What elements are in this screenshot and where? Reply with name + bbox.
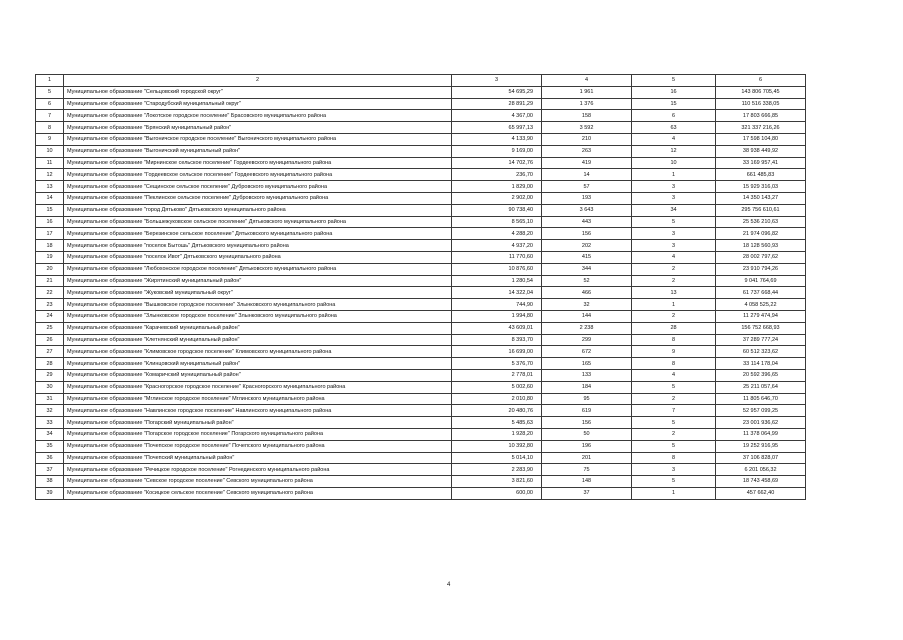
area-cell: 600,00 (452, 487, 542, 499)
table-row (36, 228, 806, 240)
table-row (36, 275, 806, 287)
table-body (36, 75, 806, 500)
amount-cell: 661 485,83 (716, 169, 806, 181)
amount-cell: 52 957 099,25 (716, 405, 806, 417)
residents-cell: 148 (542, 476, 632, 488)
table-row (36, 181, 806, 193)
area-cell: 65 997,13 (452, 122, 542, 134)
amount-cell: 33 169 957,41 (716, 157, 806, 169)
table-row (36, 110, 806, 122)
residents-cell: 419 (542, 157, 632, 169)
buildings-cell: 10 (632, 157, 716, 169)
residents-cell: 344 (542, 263, 632, 275)
amount-cell: 17 598 104,80 (716, 133, 806, 145)
residents-cell: 95 (542, 393, 632, 405)
amount-cell: 28 002 797,62 (716, 251, 806, 263)
buildings-cell: 5 (632, 381, 716, 393)
area-cell: 14 322,04 (452, 287, 542, 299)
buildings-cell: 2 (632, 428, 716, 440)
residents-cell: 619 (542, 405, 632, 417)
data-table (35, 74, 806, 500)
area-cell: 4 937,20 (452, 240, 542, 252)
amount-cell: 19 252 916,95 (716, 440, 806, 452)
table-row (36, 393, 806, 405)
table-row (36, 358, 806, 370)
table-row (36, 157, 806, 169)
municipality-name-cell: Муниципальное образование "Сельцовский городской округ" (64, 86, 452, 98)
municipality-name-cell: Муниципальное образование "Гордеевское сельское поселение" Гордеевского муниципального района (64, 169, 452, 181)
residents-cell: 133 (542, 369, 632, 381)
row-number-cell: 18 (36, 240, 64, 252)
area-cell: 16 699,00 (452, 346, 542, 358)
table-row (36, 417, 806, 429)
amount-cell: 18 128 560,93 (716, 240, 806, 252)
municipality-name-cell: Муниципальное образование "Почепское городское поселение" Почепского муниципального района (64, 440, 452, 452)
buildings-cell: 3 (632, 240, 716, 252)
residents-cell: 50 (542, 428, 632, 440)
residents-cell: 196 (542, 440, 632, 452)
row-number-cell: 19 (36, 251, 64, 263)
buildings-cell: 1 (632, 487, 716, 499)
row-number-cell: 26 (36, 334, 64, 346)
area-cell: 2 010,80 (452, 393, 542, 405)
area-cell: 5 002,60 (452, 381, 542, 393)
municipality-name-cell: Муниципальное образование "Навлинское городское поселение" Навлинского муниципального района (64, 405, 452, 417)
table-row (36, 428, 806, 440)
residents-cell: 165 (542, 358, 632, 370)
municipality-name-cell: Муниципальное образование "Комаричский муниципальный район" (64, 369, 452, 381)
table-row (36, 369, 806, 381)
area-cell: 10 876,60 (452, 263, 542, 275)
amount-cell: 11 279 474,94 (716, 310, 806, 322)
municipality-name-cell: Муниципальное образование "Стародубский муниципальный округ" (64, 98, 452, 110)
municipality-name-cell: Муниципальное образование "Речицкое городское поселение" Рогнединского муниципального района (64, 464, 452, 476)
amount-cell: 321 337 216,26 (716, 122, 806, 134)
area-cell: 4 133,90 (452, 133, 542, 145)
row-number-cell: 7 (36, 110, 64, 122)
amount-cell: 15 929 316,03 (716, 181, 806, 193)
table-row (36, 169, 806, 181)
row-number-cell: 5 (36, 86, 64, 98)
area-cell: 28 891,29 (452, 98, 542, 110)
row-number-cell: 11 (36, 157, 64, 169)
buildings-cell: 2 (632, 310, 716, 322)
area-cell: 2 778,01 (452, 369, 542, 381)
table-row (36, 322, 806, 334)
buildings-cell: 3 (632, 192, 716, 204)
municipality-name-cell: Муниципальное образование "поселок Бытошь" Дятьковского муниципального района (64, 240, 452, 252)
residents-cell: 3 592 (542, 122, 632, 134)
area-cell: 54 695,29 (452, 86, 542, 98)
table-row (36, 334, 806, 346)
municipality-name-cell: Муниципальное образование "Клетнянский муниципальный район" (64, 334, 452, 346)
table-row (36, 476, 806, 488)
buildings-cell: 2 (632, 275, 716, 287)
header-cell-1: 1 (36, 75, 64, 87)
table-row (36, 299, 806, 311)
row-number-cell: 29 (36, 369, 64, 381)
amount-cell: 11 805 646,70 (716, 393, 806, 405)
area-cell: 1 280,54 (452, 275, 542, 287)
buildings-cell: 5 (632, 417, 716, 429)
amount-cell: 37 289 777,24 (716, 334, 806, 346)
area-cell: 8 565,10 (452, 216, 542, 228)
amount-cell: 4 058 525,22 (716, 299, 806, 311)
amount-cell: 20 592 396,65 (716, 369, 806, 381)
buildings-cell: 1 (632, 169, 716, 181)
table-row (36, 263, 806, 275)
municipality-name-cell: Муниципальное образование "Почепский муниципальный район" (64, 452, 452, 464)
row-number-cell: 8 (36, 122, 64, 134)
municipality-name-cell: Муниципальное образование "Карачевский муниципальный район" (64, 322, 452, 334)
municipality-name-cell: Муниципальное образование "Жирятинский муниципальный район" (64, 275, 452, 287)
table-row (36, 287, 806, 299)
residents-cell: 299 (542, 334, 632, 346)
row-number-cell: 10 (36, 145, 64, 157)
residents-cell: 3 643 (542, 204, 632, 216)
area-cell: 10 392,80 (452, 440, 542, 452)
amount-cell: 33 114 178,04 (716, 358, 806, 370)
residents-cell: 75 (542, 464, 632, 476)
header-row (36, 75, 806, 87)
buildings-cell: 9 (632, 346, 716, 358)
header-cell-3: 3 (452, 75, 542, 87)
municipality-name-cell: Муниципальное образование "Любохонское городское поселение" Дятьковского муниципального района (64, 263, 452, 275)
area-cell: 20 480,76 (452, 405, 542, 417)
table-row (36, 405, 806, 417)
row-number-cell: 25 (36, 322, 64, 334)
row-number-cell: 30 (36, 381, 64, 393)
amount-cell: 14 350 143,27 (716, 192, 806, 204)
buildings-cell: 5 (632, 216, 716, 228)
municipality-name-cell: Муниципальное образование "Березинское сельское поселение" Дятьковского муниципального района (64, 228, 452, 240)
row-number-cell: 21 (36, 275, 64, 287)
row-number-cell: 6 (36, 98, 64, 110)
area-cell: 4 288,20 (452, 228, 542, 240)
municipality-name-cell: Муниципальное образование "город Дятьково" Дятьковского муниципального района (64, 204, 452, 216)
area-cell: 1 994,80 (452, 310, 542, 322)
amount-cell: 6 201 056,32 (716, 464, 806, 476)
row-number-cell: 37 (36, 464, 64, 476)
buildings-cell: 8 (632, 358, 716, 370)
header-cell-5: 5 (632, 75, 716, 87)
buildings-cell: 2 (632, 393, 716, 405)
residents-cell: 263 (542, 145, 632, 157)
buildings-cell: 13 (632, 287, 716, 299)
municipality-name-cell: Муниципальное образование "Мглинское городское поселение" Мглинского муниципального района (64, 393, 452, 405)
row-number-cell: 34 (36, 428, 64, 440)
amount-cell: 23 001 936,62 (716, 417, 806, 429)
area-cell: 2 283,90 (452, 464, 542, 476)
residents-cell: 52 (542, 275, 632, 287)
municipality-name-cell: Муниципальное образование "Климовское городское поселение" Климовского муниципального района (64, 346, 452, 358)
residents-cell: 32 (542, 299, 632, 311)
table-row (36, 381, 806, 393)
row-number-cell: 35 (36, 440, 64, 452)
header-cell-6: 6 (716, 75, 806, 87)
amount-cell: 143 806 705,45 (716, 86, 806, 98)
amount-cell: 156 752 668,93 (716, 322, 806, 334)
buildings-cell: 4 (632, 369, 716, 381)
municipality-name-cell: Муниципальное образование "Погарский муниципальный район" (64, 417, 452, 429)
residents-cell: 193 (542, 192, 632, 204)
municipality-name-cell: Муниципальное образование "Сещинское сельское поселение" Дубровского муниципального района (64, 181, 452, 193)
row-number-cell: 27 (36, 346, 64, 358)
row-number-cell: 38 (36, 476, 64, 488)
municipality-name-cell: Муниципальное образование "Большежуковское сельское поселение" Дятьковского муниципального района (64, 216, 452, 228)
buildings-cell: 12 (632, 145, 716, 157)
amount-cell: 25 211 057,64 (716, 381, 806, 393)
residents-cell: 1 961 (542, 86, 632, 98)
municipality-name-cell: Муниципальное образование "Погарское городское поселение" Погарского муниципального района (64, 428, 452, 440)
buildings-cell: 3 (632, 228, 716, 240)
table-row (36, 464, 806, 476)
area-cell: 236,70 (452, 169, 542, 181)
row-number-cell: 22 (36, 287, 64, 299)
row-number-cell: 9 (36, 133, 64, 145)
row-number-cell: 16 (36, 216, 64, 228)
amount-cell: 295 756 610,61 (716, 204, 806, 216)
area-cell: 43 609,01 (452, 322, 542, 334)
residents-cell: 201 (542, 452, 632, 464)
residents-cell: 57 (542, 181, 632, 193)
amount-cell: 17 803 666,85 (716, 110, 806, 122)
table-row (36, 240, 806, 252)
residents-cell: 443 (542, 216, 632, 228)
row-number-cell: 31 (36, 393, 64, 405)
municipality-name-cell: Муниципальное образование "Жуковский муниципальный округ" (64, 287, 452, 299)
municipality-name-cell: Муниципальное образование "Красногорское городское поселение" Красногорского муниципального района (64, 381, 452, 393)
row-number-cell: 39 (36, 487, 64, 499)
municipality-name-cell: Муниципальное образование "Вышковское городское поселение" Злынковского муниципального района (64, 299, 452, 311)
area-cell: 3 821,60 (452, 476, 542, 488)
amount-cell: 25 536 210,63 (716, 216, 806, 228)
table-row (36, 251, 806, 263)
area-cell: 14 702,76 (452, 157, 542, 169)
residents-cell: 415 (542, 251, 632, 263)
area-cell: 2 902,00 (452, 192, 542, 204)
residents-cell: 2 238 (542, 322, 632, 334)
buildings-cell: 4 (632, 251, 716, 263)
residents-cell: 156 (542, 228, 632, 240)
table-row (36, 216, 806, 228)
municipality-name-cell: Муниципальное образование "Выгоничский муниципальный район" (64, 145, 452, 157)
area-cell: 5 485,63 (452, 417, 542, 429)
area-cell: 1 829,00 (452, 181, 542, 193)
buildings-cell: 8 (632, 452, 716, 464)
municipality-name-cell: Муниципальное образование "Севское городское поселение" Севского муниципального района (64, 476, 452, 488)
area-cell: 11 770,60 (452, 251, 542, 263)
table-row (36, 122, 806, 134)
table-row (36, 204, 806, 216)
amount-cell: 11 378 064,99 (716, 428, 806, 440)
buildings-cell: 6 (632, 110, 716, 122)
residents-cell: 37 (542, 487, 632, 499)
amount-cell: 18 743 458,69 (716, 476, 806, 488)
buildings-cell: 4 (632, 133, 716, 145)
residents-cell: 1 376 (542, 98, 632, 110)
table-row (36, 440, 806, 452)
municipality-name-cell: Муниципальное образование "Брянский муниципальный район" (64, 122, 452, 134)
municipality-name-cell: Муниципальное образование "Локотское городское поселение" Брасовского муниципального района (64, 110, 452, 122)
buildings-cell: 5 (632, 476, 716, 488)
municipality-name-cell: Муниципальное образование "Клинцовский муниципальный район" (64, 358, 452, 370)
header-cell-2: 2 (64, 75, 452, 87)
municipality-name-cell: Муниципальное образование "Пеклинское сельское поселение" Дубровского муниципального района (64, 192, 452, 204)
residents-cell: 202 (542, 240, 632, 252)
buildings-cell: 1 (632, 299, 716, 311)
row-number-cell: 32 (36, 405, 64, 417)
municipality-name-cell: Муниципальное образование "Косицкое сельское поселение" Севского муниципального района (64, 487, 452, 499)
amount-cell: 37 106 828,07 (716, 452, 806, 464)
table-row (36, 487, 806, 499)
table-row (36, 145, 806, 157)
buildings-cell: 34 (632, 204, 716, 216)
row-number-cell: 17 (36, 228, 64, 240)
buildings-cell: 28 (632, 322, 716, 334)
header-cell-4: 4 (542, 75, 632, 87)
area-cell: 8 393,70 (452, 334, 542, 346)
buildings-cell: 16 (632, 86, 716, 98)
amount-cell: 21 974 096,82 (716, 228, 806, 240)
area-cell: 5 014,10 (452, 452, 542, 464)
amount-cell: 23 910 794,26 (716, 263, 806, 275)
area-cell: 9 169,00 (452, 145, 542, 157)
row-number-cell: 23 (36, 299, 64, 311)
buildings-cell: 5 (632, 440, 716, 452)
table-row (36, 192, 806, 204)
table-row (36, 346, 806, 358)
residents-cell: 184 (542, 381, 632, 393)
page-number: 4 (447, 582, 451, 588)
buildings-cell: 7 (632, 405, 716, 417)
area-cell: 5 376,70 (452, 358, 542, 370)
row-number-cell: 14 (36, 192, 64, 204)
table-row (36, 310, 806, 322)
buildings-cell: 3 (632, 464, 716, 476)
amount-cell: 38 938 449,92 (716, 145, 806, 157)
row-number-cell: 28 (36, 358, 64, 370)
row-number-cell: 24 (36, 310, 64, 322)
amount-cell: 60 512 323,62 (716, 346, 806, 358)
buildings-cell: 63 (632, 122, 716, 134)
area-cell: 744,90 (452, 299, 542, 311)
residents-cell: 210 (542, 133, 632, 145)
area-cell: 90 738,40 (452, 204, 542, 216)
amount-cell: 61 737 668,44 (716, 287, 806, 299)
row-number-cell: 15 (36, 204, 64, 216)
area-cell: 4 367,00 (452, 110, 542, 122)
row-number-cell: 12 (36, 169, 64, 181)
row-number-cell: 36 (36, 452, 64, 464)
municipality-name-cell: Муниципальное образование "Выгоничское городское поселение" Выгоничского муниципального района (64, 133, 452, 145)
buildings-cell: 2 (632, 263, 716, 275)
table-row (36, 133, 806, 145)
residents-cell: 144 (542, 310, 632, 322)
residents-cell: 156 (542, 417, 632, 429)
table-row (36, 86, 806, 98)
row-number-cell: 20 (36, 263, 64, 275)
buildings-cell: 3 (632, 181, 716, 193)
municipality-name-cell: Муниципальное образование "Мирнинское сельское поселение" Гордеевского муниципального района (64, 157, 452, 169)
buildings-cell: 15 (632, 98, 716, 110)
amount-cell: 457 662,40 (716, 487, 806, 499)
amount-cell: 110 516 338,05 (716, 98, 806, 110)
row-number-cell: 13 (36, 181, 64, 193)
municipality-name-cell: Муниципальное образование "Злынковское городское поселение" Злынковского муниципального района (64, 310, 452, 322)
residents-cell: 158 (542, 110, 632, 122)
area-cell: 1 928,20 (452, 428, 542, 440)
table-row (36, 452, 806, 464)
residents-cell: 14 (542, 169, 632, 181)
residents-cell: 672 (542, 346, 632, 358)
table-row (36, 98, 806, 110)
residents-cell: 466 (542, 287, 632, 299)
row-number-cell: 33 (36, 417, 64, 429)
amount-cell: 9 041 764,69 (716, 275, 806, 287)
municipality-name-cell: Муниципальное образование "поселок Ивот" Дятьковского муниципального района (64, 251, 452, 263)
buildings-cell: 8 (632, 334, 716, 346)
